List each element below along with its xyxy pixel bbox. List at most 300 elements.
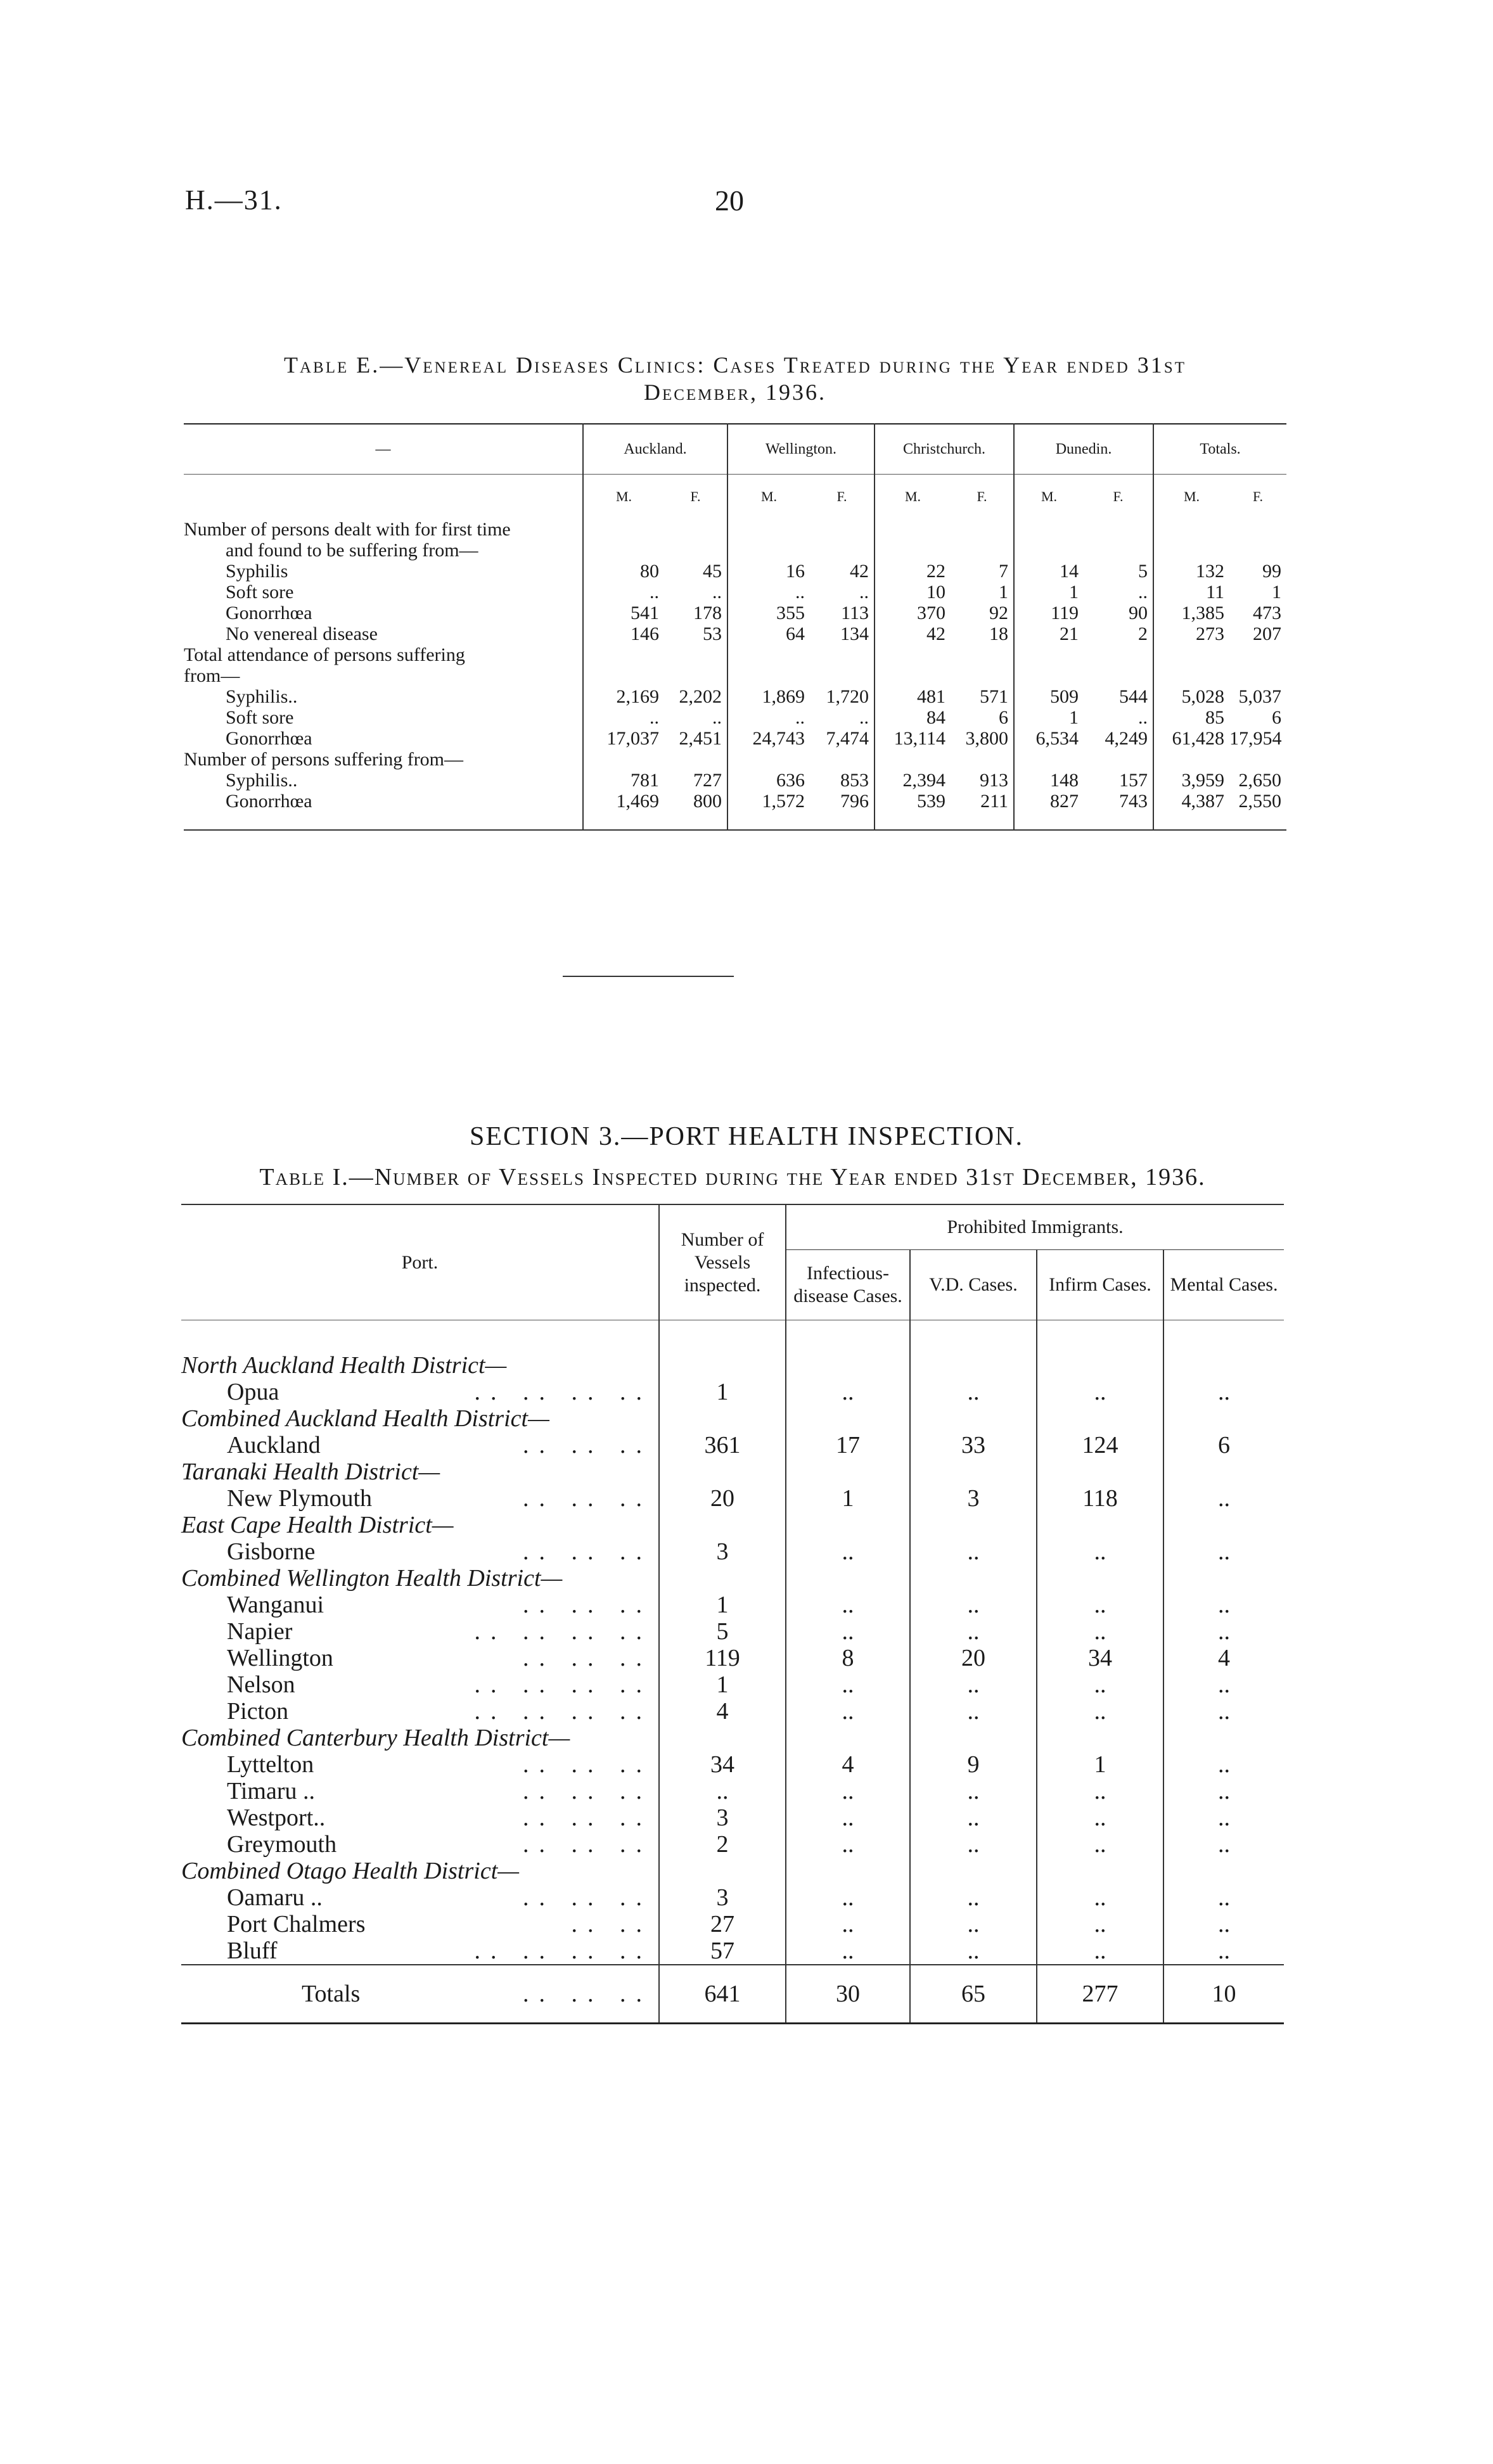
port-row: [181, 1645, 1284, 1671]
bottom-spacer-row: [184, 812, 1286, 830]
prohibited-immigrants-header: Prohibited Immigrants.: [786, 1204, 1284, 1250]
leader-dots: .. ..: [571, 1911, 652, 1937]
label-text: Bluff: [227, 1937, 278, 1964]
value-cell: 9: [910, 1751, 1037, 1778]
value-cell: ..: [910, 1831, 1037, 1858]
label-text: Wellington: [227, 1645, 333, 1671]
value-cell: 1,572: [727, 791, 810, 812]
value-cell: 2: [659, 1831, 786, 1858]
value-cell: 641: [659, 1965, 786, 2024]
label-text: Timaru ..: [227, 1778, 316, 1804]
label-text: Nelson: [227, 1671, 295, 1698]
port-row: [181, 1671, 1284, 1698]
spacer-cell: [1163, 1320, 1284, 1353]
value-cell: [1229, 665, 1286, 686]
row-label: [184, 749, 583, 770]
value-cell: 796: [840, 791, 869, 812]
empty-cell: [910, 1512, 1037, 1538]
table-e-city-header-row: [184, 424, 1286, 475]
value-cell: 8: [786, 1645, 910, 1671]
empty-cell: [1037, 1512, 1163, 1538]
section-divider: [563, 976, 734, 977]
value-cell: 42: [875, 623, 951, 644]
value-cell: ..: [1037, 1618, 1163, 1645]
value-cell: 64: [727, 623, 810, 644]
leader-dots: .. .. .. ..: [474, 1937, 652, 1964]
value-cell: [727, 519, 810, 540]
empty-cell: [910, 1858, 1037, 1884]
value-cell: 5: [1138, 561, 1148, 582]
empty-cell: [659, 1512, 786, 1538]
value-cell: 10: [1163, 1965, 1284, 2024]
table-row: [184, 791, 1286, 812]
value-cell: [810, 665, 875, 686]
table-row: [184, 582, 1286, 603]
empty-cell: [786, 1725, 910, 1751]
sex-label: F.: [1113, 488, 1124, 504]
value-cell: ..: [727, 707, 810, 728]
value-cell: [583, 644, 664, 665]
row-label-text: Soft sore: [226, 707, 294, 728]
port-name: [181, 1671, 659, 1698]
value-cell: 17,954: [1229, 728, 1282, 749]
value-cell: [664, 644, 727, 665]
value-cell: 6,534: [1014, 728, 1084, 749]
empty-cell: [1037, 1459, 1163, 1485]
empty-cell: [1037, 1405, 1163, 1432]
value-cell: 7: [999, 561, 1009, 582]
spacer-cell: [659, 1320, 786, 1353]
document-reference: H.—31.: [185, 184, 283, 215]
leader-dots: .. .. ..: [523, 1884, 652, 1911]
district-name: East Cape Health District—: [181, 1512, 454, 1538]
value-cell: ..: [1163, 1911, 1284, 1937]
value-cell: [664, 665, 727, 686]
value-cell: ..: [786, 1698, 910, 1725]
district-row: [181, 1725, 1284, 1751]
top-spacer-row: [181, 1320, 1284, 1353]
empty-cell: [1037, 1858, 1163, 1884]
value-cell: [727, 749, 810, 770]
value-cell: 21: [1014, 623, 1084, 644]
value-cell: 65: [910, 1965, 1037, 2024]
spacer-cell: [875, 812, 951, 830]
leader-dots: .. .. ..: [523, 1432, 652, 1459]
empty-cell: [910, 1352, 1037, 1379]
value-cell: [1229, 749, 1286, 770]
row-label-text: Total attendance of persons suffering: [184, 644, 465, 665]
spacer-cell: [664, 812, 727, 830]
value-cell: [875, 540, 951, 561]
spacer-cell: [1229, 812, 1286, 830]
value-cell: 61,428: [1153, 728, 1229, 749]
value-cell: 1: [659, 1671, 786, 1698]
spacer-cell: [727, 812, 810, 830]
value-cell: ..: [1163, 1592, 1284, 1618]
value-cell: 2,451: [679, 728, 722, 749]
port-name: [181, 1485, 659, 1512]
value-cell: [664, 519, 727, 540]
value-cell: 2,202: [679, 686, 722, 707]
value-cell: 273: [1153, 623, 1229, 644]
value-cell: 17,037: [583, 728, 664, 749]
value-cell: 4: [1163, 1645, 1284, 1671]
row-label-text: Soft sore: [226, 582, 294, 603]
city-header: Totals.: [1153, 424, 1286, 475]
sex-label: M.: [727, 475, 810, 520]
value-cell: ..: [910, 1804, 1037, 1831]
value-cell: 3: [659, 1804, 786, 1831]
value-cell: 541: [583, 603, 664, 623]
value-cell: 1,469: [583, 791, 664, 812]
value-cell: 132: [1153, 561, 1229, 582]
port-name: [181, 1592, 659, 1618]
value-cell: 42: [850, 561, 869, 582]
port-row: [181, 1751, 1284, 1778]
value-cell: ..: [1163, 1778, 1284, 1804]
value-cell: ..: [910, 1698, 1037, 1725]
totals-label: [181, 1965, 659, 2024]
empty-cell: [1037, 1565, 1163, 1592]
value-cell: 1: [1037, 1751, 1163, 1778]
table-row: [184, 707, 1286, 728]
value-cell: [875, 644, 951, 665]
value-cell: ..: [910, 1538, 1037, 1565]
table-row: [184, 686, 1286, 707]
value-cell: [951, 665, 1014, 686]
value-cell: [1229, 519, 1286, 540]
table-row: [184, 644, 1286, 665]
table-row: [184, 728, 1286, 749]
row-label: [184, 665, 583, 686]
sex-label: F.: [690, 488, 701, 504]
value-cell: 355: [727, 603, 810, 623]
empty-cell: [1163, 1858, 1284, 1884]
value-cell: ..: [910, 1778, 1037, 1804]
spacer-cell: [181, 1320, 659, 1353]
label-text: Lyttelton: [227, 1751, 314, 1778]
value-cell: 11: [1153, 582, 1229, 603]
label-text: Oamaru ..: [227, 1884, 323, 1911]
value-cell: 6: [999, 707, 1009, 728]
value-cell: ..: [1037, 1804, 1163, 1831]
port-row: [181, 1911, 1284, 1937]
spacer-cell: [810, 812, 875, 830]
value-cell: 636: [727, 770, 810, 791]
value-cell: ..: [859, 707, 869, 728]
value-cell: ..: [583, 582, 664, 603]
value-cell: 913: [980, 770, 1009, 791]
row-label: [184, 686, 583, 707]
value-cell: ..: [1163, 1804, 1284, 1831]
sex-label: F.: [977, 488, 987, 504]
value-cell: 1: [999, 582, 1009, 603]
spacer-cell: [786, 1320, 910, 1353]
value-cell: [727, 665, 810, 686]
label-text: Napier: [227, 1618, 293, 1645]
value-cell: 178: [693, 603, 722, 623]
value-cell: ..: [910, 1618, 1037, 1645]
port-column-header: Port.: [181, 1204, 659, 1320]
value-cell: 800: [693, 791, 722, 812]
row-label: [184, 540, 583, 561]
port-name: [181, 1884, 659, 1911]
empty-cell: [1163, 1725, 1284, 1751]
section-title: SECTION 3.—PORT HEALTH INSPECTION.: [469, 1122, 1024, 1151]
value-cell: 85: [1153, 707, 1229, 728]
value-cell: 6: [1272, 707, 1282, 728]
spacer-cell: [951, 812, 1014, 830]
spacer-cell: [1153, 812, 1229, 830]
value-cell: [810, 540, 875, 561]
table-row: [184, 770, 1286, 791]
district-row: [181, 1512, 1284, 1538]
table-e-caption-line-2: December, 1936.: [643, 380, 827, 405]
row-label-text: Syphilis: [226, 561, 288, 582]
sex-label: M.: [1153, 475, 1229, 520]
table-row: [184, 665, 1286, 686]
value-cell: [1014, 644, 1084, 665]
value-cell: 45: [703, 561, 722, 582]
value-cell: 743: [1119, 791, 1148, 812]
value-cell: ..: [786, 1538, 910, 1565]
table-row: [184, 540, 1286, 561]
value-cell: [951, 519, 1014, 540]
value-cell: 90: [1129, 603, 1148, 623]
row-label-text: No venereal disease: [226, 623, 378, 644]
value-cell: 544: [1119, 686, 1148, 707]
port-name: [181, 1804, 659, 1831]
city-header: Dunedin.: [1014, 424, 1153, 475]
leader-dots: .. .. .. ..: [474, 1618, 652, 1645]
value-cell: ..: [786, 1778, 910, 1804]
value-cell: ..: [1163, 1831, 1284, 1858]
value-cell: ..: [1037, 1379, 1163, 1405]
value-cell: 4: [786, 1751, 910, 1778]
value-cell: ..: [910, 1671, 1037, 1698]
value-cell: 30: [786, 1965, 910, 2024]
value-cell: [875, 665, 951, 686]
value-cell: ..: [786, 1911, 910, 1937]
value-cell: 571: [980, 686, 1009, 707]
empty-cell: [910, 1725, 1037, 1751]
row-label-text: Syphilis..: [226, 770, 298, 791]
value-cell: 57: [659, 1937, 786, 1965]
district-row: [181, 1352, 1284, 1379]
value-cell: 1,720: [826, 686, 869, 707]
value-cell: 20: [659, 1485, 786, 1512]
leader-dots: .. .. ..: [523, 1804, 652, 1831]
district-name: Combined Auckland Health District—: [181, 1405, 549, 1432]
district-row: [181, 1459, 1284, 1485]
port-name: [181, 1751, 659, 1778]
district-name: Taranaki Health District—: [181, 1459, 440, 1485]
value-cell: ..: [1138, 707, 1148, 728]
city-header: Auckland.: [583, 424, 727, 475]
leader-dots: .. .. ..: [523, 1645, 652, 1671]
row-label-text: Number of persons dealt with for first time: [184, 519, 511, 540]
value-cell: 3,959: [1153, 770, 1229, 791]
value-cell: ..: [910, 1379, 1037, 1405]
sex-label: M.: [583, 475, 664, 520]
value-cell: 2,650: [1238, 770, 1282, 791]
value-cell: 3: [659, 1538, 786, 1565]
value-cell: [1153, 644, 1229, 665]
value-cell: ..: [1163, 1751, 1284, 1778]
value-cell: 5,037: [1238, 686, 1282, 707]
value-cell: ..: [910, 1937, 1037, 1965]
value-cell: ..: [1163, 1937, 1284, 1965]
value-cell: [1084, 644, 1153, 665]
value-cell: [1153, 749, 1229, 770]
value-cell: ..: [910, 1592, 1037, 1618]
spacer-cell: [910, 1320, 1037, 1353]
value-cell: ..: [712, 707, 722, 728]
value-cell: 277: [1037, 1965, 1163, 2024]
value-cell: [1014, 749, 1084, 770]
infirm-cases-header: Infirm Cases.: [1037, 1250, 1163, 1320]
value-cell: 4,387: [1153, 791, 1229, 812]
port-row: [181, 1698, 1284, 1725]
value-cell: 157: [1119, 770, 1148, 791]
value-cell: [727, 540, 810, 561]
value-cell: ..: [786, 1884, 910, 1911]
table-e-caption-line-1: Table E.—Venereal Diseases Clinics: Cases Treated during the Year ended 31st: [284, 352, 1186, 378]
value-cell: ..: [786, 1937, 910, 1965]
label-text: Port Chalmers: [227, 1911, 366, 1937]
city-header: Wellington.: [727, 424, 875, 475]
row-label-text: Syphilis..: [226, 686, 298, 707]
value-cell: 24,743: [727, 728, 810, 749]
row-label: [184, 519, 583, 540]
value-cell: 92: [989, 603, 1009, 623]
value-cell: 33: [910, 1432, 1037, 1459]
row-label-text: from—: [184, 665, 240, 686]
row-label-text: Gonorrhœa: [226, 791, 312, 812]
value-cell: ..: [727, 582, 810, 603]
empty-cell: [786, 1352, 910, 1379]
value-cell: ..: [1163, 1379, 1284, 1405]
value-cell: 361: [659, 1432, 786, 1459]
value-cell: 113: [841, 603, 869, 623]
value-cell: 118: [1037, 1485, 1163, 1512]
value-cell: [810, 519, 875, 540]
value-cell: [1229, 644, 1286, 665]
value-cell: 3: [659, 1884, 786, 1911]
value-cell: [1153, 540, 1229, 561]
port-name: [181, 1379, 659, 1405]
empty-cell: [1037, 1725, 1163, 1751]
label-text: Totals: [302, 1981, 361, 2007]
spacer-cell: [184, 475, 583, 520]
label-text: New Plymouth: [227, 1485, 373, 1512]
value-cell: 370: [875, 603, 951, 623]
value-cell: [664, 540, 727, 561]
spacer-cell: [1014, 812, 1084, 830]
port-row: [181, 1618, 1284, 1645]
value-cell: ..: [1163, 1618, 1284, 1645]
value-cell: 781: [583, 770, 664, 791]
value-cell: 34: [1037, 1645, 1163, 1671]
leader-dots: .. .. ..: [523, 1831, 652, 1858]
value-cell: ..: [1037, 1884, 1163, 1911]
value-cell: 1,385: [1153, 603, 1229, 623]
empty-cell: [659, 1405, 786, 1432]
value-cell: [583, 749, 664, 770]
value-cell: ..: [1163, 1884, 1284, 1911]
value-cell: 119: [1014, 603, 1084, 623]
value-cell: 5: [659, 1618, 786, 1645]
row-label: [184, 561, 583, 582]
value-cell: ..: [583, 707, 664, 728]
value-cell: [951, 540, 1014, 561]
label-text: Gisborne: [227, 1538, 316, 1565]
spacer-cell: [583, 812, 664, 830]
leader-dots: .. .. .. ..: [474, 1698, 652, 1725]
table-i-vessels-inspected: [181, 1204, 1284, 2024]
sex-label: M.: [1014, 475, 1084, 520]
totals-row: [181, 1965, 1284, 2024]
table-row: [184, 749, 1286, 770]
value-cell: [1084, 540, 1153, 561]
port-name: [181, 1645, 659, 1671]
port-name: [181, 1937, 659, 1965]
value-cell: 207: [1253, 623, 1282, 644]
value-cell: ..: [1037, 1538, 1163, 1565]
value-cell: ..: [786, 1592, 910, 1618]
port-row: [181, 1379, 1284, 1405]
value-cell: [583, 540, 664, 561]
empty-cell: [786, 1405, 910, 1432]
port-row: [181, 1884, 1284, 1911]
value-cell: [810, 644, 875, 665]
port-name: [181, 1911, 659, 1937]
table-e-venereal-diseases: [184, 423, 1286, 831]
empty-cell: [1163, 1565, 1284, 1592]
empty-cell: [1037, 1352, 1163, 1379]
district-row: [181, 1858, 1284, 1884]
table-row: [184, 561, 1286, 582]
value-cell: 134: [840, 623, 869, 644]
value-cell: 80: [583, 561, 664, 582]
value-cell: ..: [1037, 1911, 1163, 1937]
table-i-caption: Table I.—Number of Vessels Inspected during the Year ended 31st December, 1936.: [259, 1164, 1206, 1191]
value-cell: 99: [1262, 561, 1282, 582]
value-cell: ..: [1037, 1937, 1163, 1965]
value-cell: 148: [1014, 770, 1084, 791]
port-name: [181, 1432, 659, 1459]
value-cell: 853: [840, 770, 869, 791]
value-cell: 2,169: [583, 686, 664, 707]
value-cell: ..: [1037, 1831, 1163, 1858]
empty-cell: [659, 1459, 786, 1485]
value-cell: ..: [786, 1671, 910, 1698]
empty-cell: [1163, 1512, 1284, 1538]
value-cell: 539: [875, 791, 951, 812]
value-cell: 1,869: [727, 686, 810, 707]
district-row: [181, 1405, 1284, 1432]
port-row: [181, 1592, 1284, 1618]
value-cell: ..: [1037, 1592, 1163, 1618]
leader-dots: .. .. ..: [523, 1485, 652, 1512]
empty-cell: [1163, 1352, 1284, 1379]
value-cell: 4,249: [1105, 728, 1148, 749]
row-label: [184, 728, 583, 749]
value-cell: 20: [910, 1645, 1037, 1671]
value-cell: 84: [875, 707, 951, 728]
value-cell: 481: [875, 686, 951, 707]
row-label: [184, 603, 583, 623]
